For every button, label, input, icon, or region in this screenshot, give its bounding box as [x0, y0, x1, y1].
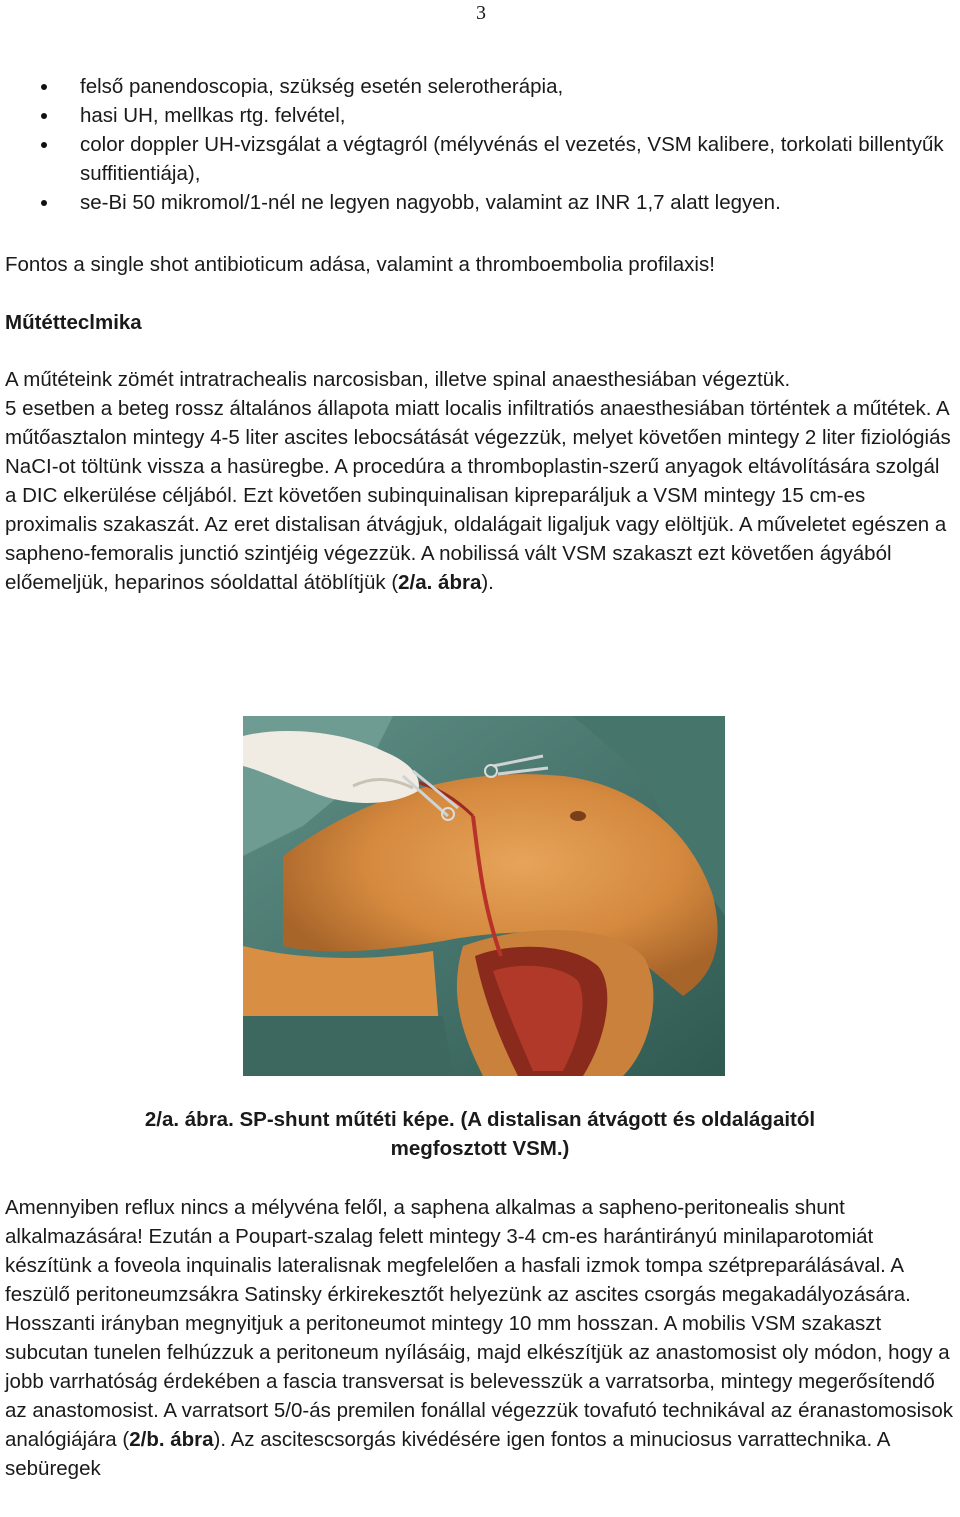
shunt-text-end: ). Az ascitescsorgás kivédésére igen fontos a minuciosus varrattechnika. A sebüregek: [5, 1428, 890, 1480]
shunt-paragraph: [5, 1193, 957, 1483]
shunt-text: Amennyiben reflux nincs a mélyvéna felől, a saphena alkalmas a sapheno-peritonealis shunt alkalmazására! Ezután a Poupart-szalag felett mintegy 3-4 cm-es harántirányú minilaparotomiát készítünk a foveola inquinalis lateralisnak megfelelően a hasfali izmok tompa szétpreparálásával. A feszülő peritoneumzsákra Satinsky érkirekesztőt helyezünk az ascites csorgás megakadályozására. Hosszanti irányban megnyitjuk a peritoneumot mintegy 10 mm hosszan. A mobilis VSM szakaszt subcutan tunelen felhúzzuk a peritoneum nyílásáig, majd elkészítjük az anastomosist oly módon, hogy a jobb varrhatóság érdekében a fascia transversat is belevesszük a varratsorba, mintegy megerősítendő az anastomosist. A varratsort 5/0-ás premilen fonállal végezzük tovafutó technikával az éranastomosisok analógiájára (: [5, 1196, 954, 1451]
figure-caption-line-2: megfosztott VSM.): [390, 1137, 570, 1160]
list-item: felső panendoscopia, szükség esetén selerotherápia,: [0, 72, 955, 101]
technique-text-end: ).: [481, 571, 494, 594]
preoperative-checklist: [0, 72, 955, 217]
antibiotic-note: Fontos a single shot antibioticum adása, valamint a thromboembolia profilaxis!: [5, 253, 715, 276]
figure-reference-2b: 2/b. ábra: [129, 1428, 214, 1451]
figure-reference-2a: 2/a. ábra: [398, 571, 482, 594]
list-item: color doppler UH-vizsgálat a végtagról (mélyvénás el vezetés, VSM kalibere, torkolati billentyűk suffitientiája),: [0, 130, 955, 188]
figure-caption: [0, 1105, 960, 1163]
page-number: 3: [476, 2, 486, 24]
technique-paragraphs: [5, 365, 955, 597]
list-item: hasi UH, mellkas rtg. felvétel,: [0, 101, 955, 130]
figure-caption-line-1: 2/a. ábra. SP-shunt műtéti képe. (A distalisan átvágott és oldalágaitól: [144, 1108, 816, 1131]
surgical-photo: [243, 716, 725, 1076]
surgical-photo-image: [243, 716, 725, 1076]
section-heading: Műtétteclmika: [5, 311, 142, 334]
technique-paragraph-1: A műtéteink zömét intratrachealis narcosisban, illetve spinal anaesthesiában végeztük.: [5, 368, 791, 391]
list-item: se-Bi 50 mikromol/1-nél ne legyen nagyobb, valamint az INR 1,7 alatt legyen.: [0, 188, 955, 217]
technique-paragraph-2: [5, 394, 955, 597]
technique-text: 5 esetben a beteg rossz általános állapota miatt localis infiltratiós anaesthesiában történtek a műtétek. A műtőasztalon mintegy 4-5 liter ascites lebocsátását végezzük, melyet követően mintegy 2 liter fiziológiás NaCI-ot töltünk vissza a hasüregbe. A procedúra a thromboplastin-szerű anyagok eltávolítására szolgál a DIC elkerülése céljából. Ezt követően subinquinalisan kipreparáljuk a VSM mintegy 15 cm-es proximalis szakaszát. Az eret distalisan átvágjuk, oldalágait ligaljuk vagy elöltjük. A műveletet egészen a sapheno-femoralis junctió szintjéig végezzük. A nobilissá vált VSM szakaszt ezt követően ágyából előemeljük, heparinos sóoldattal átöblítjük (: [5, 397, 951, 594]
